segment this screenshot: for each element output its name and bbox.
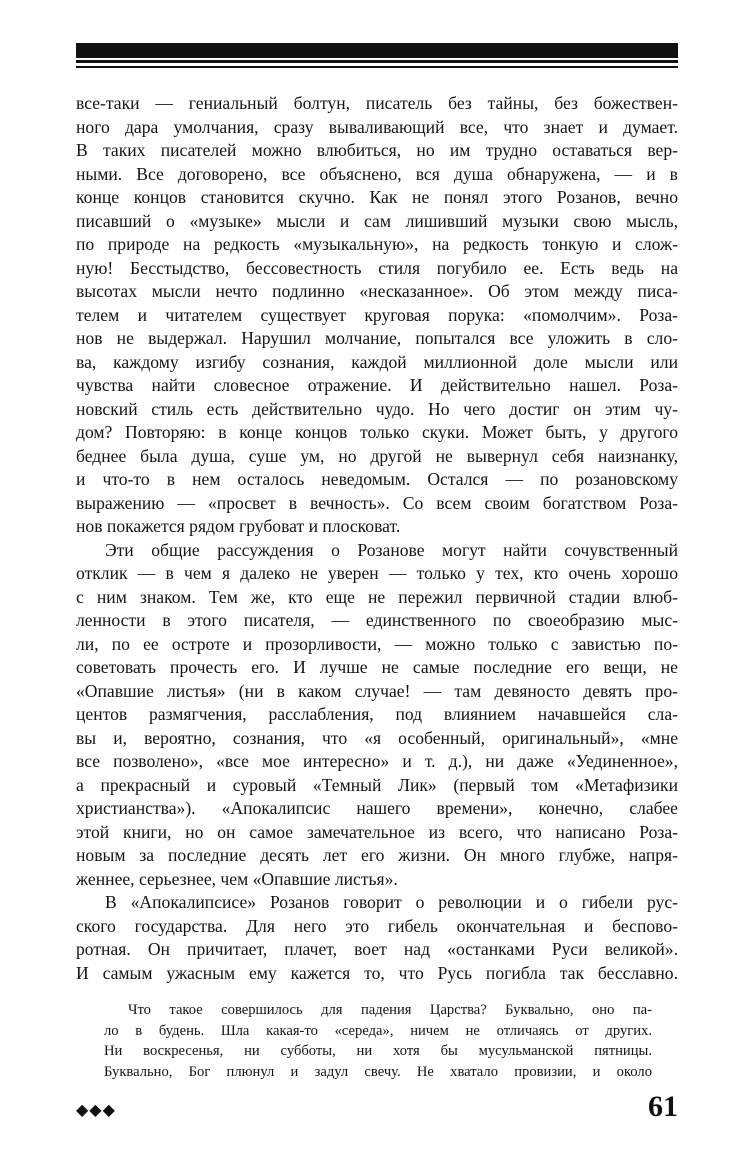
- text-line: ную! Бесстыдство, бессовестность стиля погубило ее. Есть ведь на: [76, 257, 678, 278]
- text-line: вы и, вероятно, сознания, что «я особенный, оригинальный», «мне: [76, 727, 678, 748]
- text-line: новым за последние десять лет его жизни. Он много глубже, напря-: [76, 845, 678, 865]
- text-line: В «Апокалипсисе» Розанов говорит о революции и о гибели рус-: [105, 892, 678, 912]
- text-line: высотах мысли нечто подлинно «несказанное». Об этом между писа-: [76, 281, 678, 301]
- text-line: советовать прочесть его. И лучше не самые последние его вещи, не: [76, 657, 678, 677]
- quote-line: Ни воскресенья, ни субботы, ни хотя бы мусульманской пятницы.: [104, 1043, 652, 1059]
- text-line: Эти общие рассуждения о Розанове могут найти сочувственный: [105, 539, 678, 560]
- text-line: христианства»). «Апокалипсис нашего времени», конечно, слабее: [76, 798, 678, 818]
- text-line: нов покажется рядом грубоват и плосковат.: [76, 516, 401, 536]
- text-line: все-таки — гениальный болтун, писатель без тайны, без божествен-: [76, 93, 678, 113]
- text-line: ными. Все договорено, все объяснено, вся душа обнаружена, — и в: [76, 163, 678, 184]
- text-line: все позволено», «все мое интересно» и т. д.), ни даже «Уединенное»,: [76, 751, 678, 771]
- text-line: а прекрасный и суровый «Темный Лик» (первый том «Метафизики: [76, 774, 678, 795]
- text-line: ва, каждому изгибу сознания, каждой миллионной доле мысли или: [76, 351, 678, 372]
- page-number: 61: [648, 1090, 678, 1123]
- footer-ornament: ◆◆◆: [76, 1100, 116, 1119]
- text-line: «Опавшие листья» (ни в каком случае! — там девяносто девять про-: [76, 680, 678, 701]
- text-line: беднее была душа, суше ум, но другой не вывернул себя наизнанку,: [76, 445, 678, 466]
- header-rule-hairline: [76, 66, 678, 68]
- header-rule-thin: [76, 60, 678, 63]
- text-line: и что-то в нем осталось неведомым. Остался — по розановскому: [76, 469, 678, 489]
- text-line: И самым ужасным ему кажется то, что Русь погибла так бесславно.: [76, 962, 678, 983]
- text-line: с ним знаком. Тем же, кто еще не пережил первичной стадии влюб-: [76, 586, 678, 607]
- text-line: выражению — «просвет в вечность». Со всем своим богатством Роза-: [76, 492, 678, 513]
- text-line: дом? Повторяю: в конце концов только скуки. Может быть, у другого: [76, 422, 678, 442]
- header-rule-thick: [76, 43, 678, 58]
- text-line: ского государства. Для него это гибель окончательная и беспово-: [76, 915, 678, 936]
- text-line: ленности в этого писателя, — единственного по своеобразию мыс-: [76, 610, 678, 630]
- text-line: конце концов становится скучно. Как не понял этого Розанов, вечно: [76, 187, 678, 207]
- text-line: писавший о «музыке» мысли и сам лишивший музыки свою мысль,: [76, 210, 678, 231]
- text-line: чувства найти словесное отражение. И действительно нашел. Роза-: [76, 375, 678, 395]
- text-line: этой книги, но он самое замечательное из всего, что написано Роза-: [76, 821, 678, 842]
- text-line: женнее, серьезнее, чем «Опавшие листья».: [76, 868, 398, 889]
- text-line: новский стиль есть действительно чудо. Но чего достиг он этим чу-: [76, 398, 678, 419]
- text-line: ротная. Он причитает, плачет, воет над «останками Руси великой».: [76, 939, 678, 959]
- text-line: центов размягчения, расслабления, под влиянием начавшейся сла-: [76, 704, 678, 724]
- body-text: [76, 92, 678, 985]
- text-line: телем и читателем существует круговая порука: «помолчим». Роза-: [76, 304, 678, 325]
- text-line: ного дара умолчания, сразу вываливающий все, что знает и думает.: [76, 116, 678, 137]
- quote-line: ло в будень. Шла какая-то «середа», ничем не отличаясь от других.: [104, 1022, 652, 1039]
- quote-line: Буквально, Бог плюнул и задул свечу. Не хватало провизии, и около: [104, 1063, 652, 1080]
- text-line: В таких писателей можно влюбиться, но им трудно оставаться вер-: [76, 140, 678, 160]
- quote-line: Что такое совершилось для падения Царства? Буквально, оно па-: [128, 1002, 652, 1018]
- block-quote: [104, 1000, 652, 1082]
- text-line: ли, по ее остроте и прозорливости, — можно только с завистью по-: [76, 633, 678, 654]
- text-line: нов не выдержал. Нарушил молчание, попытался все уложить в сло-: [76, 328, 678, 348]
- text-line: отклик — в чем я далеко не уверен — только у тех, кто очень хорошо: [76, 563, 678, 583]
- text-line: по природе на редкость «музыкальную», на редкость тонкую и слож-: [76, 234, 678, 254]
